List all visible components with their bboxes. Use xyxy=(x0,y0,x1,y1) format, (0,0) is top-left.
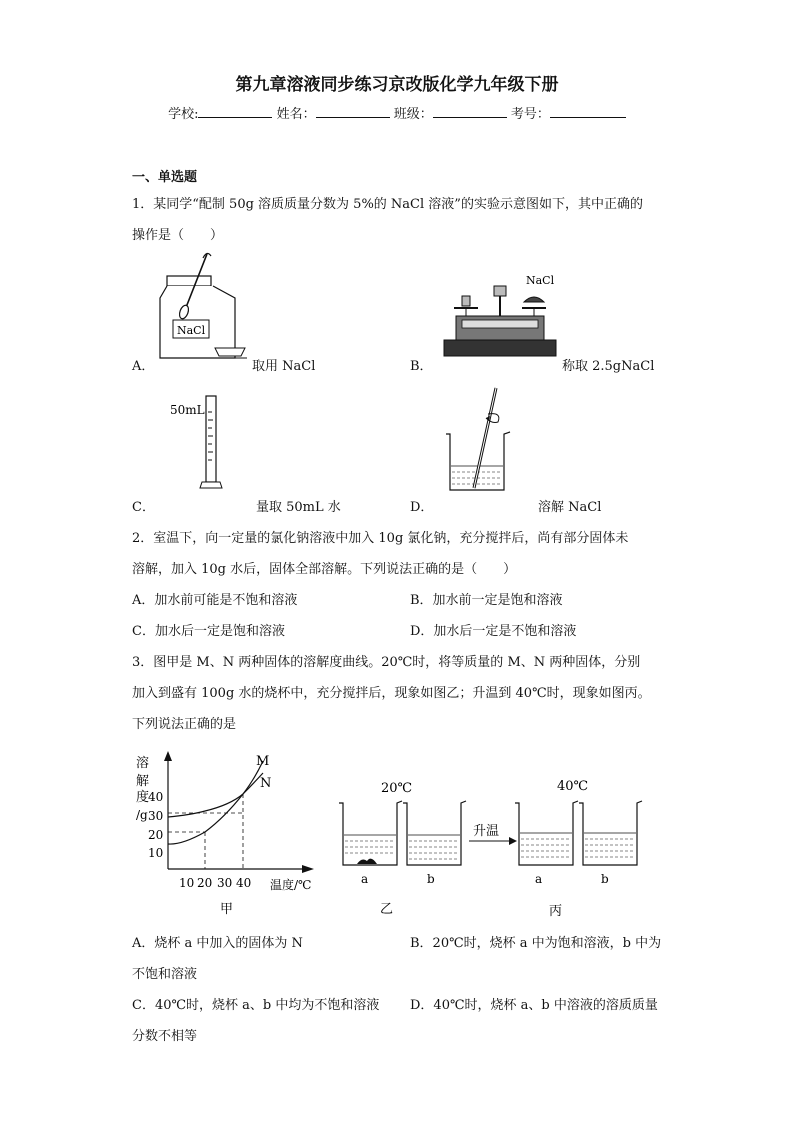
q1-option-c-caption: 量取 50mL 水 xyxy=(256,500,341,515)
q1-option-b-caption: 称取 2.5gNaCl xyxy=(562,359,655,374)
q1-figure-d-beaker-stirring xyxy=(440,386,520,494)
exam-no-label: 考号： xyxy=(510,107,550,122)
xtick-10: 10 xyxy=(179,876,195,890)
q1-a-bottle-label: NaCl xyxy=(177,324,206,337)
caption-jia: 甲 xyxy=(220,902,234,917)
ylabel-char-4: /g xyxy=(136,808,148,822)
y-axis-arrow xyxy=(164,751,172,761)
ylabel-char-2: 解 xyxy=(136,774,150,789)
beaker-a-label-40: a xyxy=(535,872,543,886)
q1-figure-a-reagent-bottle xyxy=(155,250,255,365)
q3-beakers-figure xyxy=(335,775,655,920)
q3-solubility-chart xyxy=(130,745,330,920)
curve-n-label: N xyxy=(260,776,272,791)
heat-arrow-label: 升温 xyxy=(473,824,500,839)
q2-option-b[interactable]: B．加水前一定是饱和溶液 xyxy=(410,593,563,608)
beaker-a-20c xyxy=(339,801,402,865)
x-axis-label: 温度/℃ xyxy=(270,878,312,892)
school-label: 学校: xyxy=(168,107,199,122)
class-label: 班级： xyxy=(393,107,433,122)
beaker-b-label-40: b xyxy=(601,872,609,886)
q1-option-a-letter[interactable]: A． xyxy=(132,359,155,374)
x-axis-arrow xyxy=(302,865,314,873)
q1-b-pan-label: NaCl xyxy=(526,274,555,287)
ytick-20: 20 xyxy=(148,828,164,842)
ytick-10: 10 xyxy=(148,846,164,860)
name-blank[interactable] xyxy=(316,105,390,118)
beaker-b-40c xyxy=(579,801,642,865)
q3-option-c[interactable]: C．40℃时，烧杯 a、b 中均为不饱和溶液 xyxy=(132,998,380,1013)
q2-stem-line2: 溶解，加入 10g 水后，固体全部溶解。下列说法正确的是（ ） xyxy=(132,562,517,577)
q3-stem-line2: 加入到盛有 100g 水的烧杯中，充分搅拌后，现象如图乙；升温到 40℃时，现象如图丙。 xyxy=(132,686,651,701)
q1-option-b-letter[interactable]: B． xyxy=(410,359,433,374)
q3-option-a[interactable]: A．烧杯 a 中加入的固体为 N xyxy=(132,936,303,951)
ylabel-char-3: 度 xyxy=(136,790,150,805)
arrow-right-icon xyxy=(509,837,517,845)
q1-option-d-letter[interactable]: D． xyxy=(410,500,434,515)
school-blank[interactable] xyxy=(198,105,272,118)
q1-stem-line2: 操作是（ ） xyxy=(132,228,224,243)
class-blank[interactable] xyxy=(433,105,507,118)
q1-c-cylinder-label: 50mL xyxy=(170,403,205,417)
temp-40-label: 40℃ xyxy=(557,779,589,794)
q3-option-b-line1[interactable]: B．20℃时，烧杯 a 中为饱和溶液，b 中为 xyxy=(410,936,662,951)
q3-option-d-line2: 分数不相等 xyxy=(132,1029,198,1044)
caption-yi: 乙 xyxy=(380,902,394,917)
exam-no-blank[interactable] xyxy=(550,105,626,118)
student-info-line xyxy=(0,103,794,122)
temp-20-label: 20℃ xyxy=(381,781,413,796)
q1-figure-c-graduated-cylinder xyxy=(170,392,250,492)
beaker-a-40c xyxy=(515,801,578,865)
q2-stem-line1: 2．室温下，向一定量的氯化钠溶液中加入 10g 氯化钠，充分搅拌后，尚有部分固体未 xyxy=(132,531,629,546)
ylabel-char-1: 溶 xyxy=(136,756,150,771)
q2-option-c[interactable]: C．加水后一定是饱和溶液 xyxy=(132,624,285,639)
caption-bing: 丙 xyxy=(549,904,563,919)
section-heading: 一、单选题 xyxy=(132,170,198,185)
curve-m-label: M xyxy=(256,754,270,769)
q1-option-a-caption: 取用 NaCl xyxy=(252,359,316,374)
q1-option-c-letter[interactable]: C． xyxy=(132,500,155,515)
page-title: 第九章溶液同步练习京改版化学九年级下册 xyxy=(235,75,559,95)
name-label: 姓名： xyxy=(276,107,316,122)
q3-stem-line3: 下列说法正确的是 xyxy=(132,717,237,732)
xtick-30: 30 xyxy=(217,876,233,890)
q3-option-d-line1[interactable]: D．40℃时，烧杯 a、b 中溶液的溶质质量 xyxy=(410,998,658,1013)
q1-stem-line1: 1．某同学“配制 50g 溶质质量分数为 5%的 NaCl 溶液”的实验示意图如下，其中正确的 xyxy=(132,197,643,212)
beaker-b-20c xyxy=(403,801,466,865)
q3-stem-line1: 3．图甲是 M、N 两种固体的溶解度曲线。20℃时，将等质量的 M、N 两种固体，分别 xyxy=(132,655,641,670)
q1-option-d-caption: 溶解 NaCl xyxy=(538,500,602,515)
beaker-a-label-20: a xyxy=(361,872,369,886)
xtick-20: 20 xyxy=(197,876,213,890)
q1-figure-b-balance xyxy=(442,272,560,362)
ytick-30: 30 xyxy=(148,809,164,823)
ytick-40: 40 xyxy=(148,790,164,804)
q2-option-a[interactable]: A．加水前可能是不饱和溶液 xyxy=(132,593,298,608)
q3-option-b-line2: 不饱和溶液 xyxy=(132,967,198,982)
xtick-40: 40 xyxy=(236,876,252,890)
q2-option-d[interactable]: D．加水后一定是不饱和溶液 xyxy=(410,624,577,639)
beaker-b-label-20: b xyxy=(427,872,435,886)
undissolved-solid-icon xyxy=(357,859,377,864)
